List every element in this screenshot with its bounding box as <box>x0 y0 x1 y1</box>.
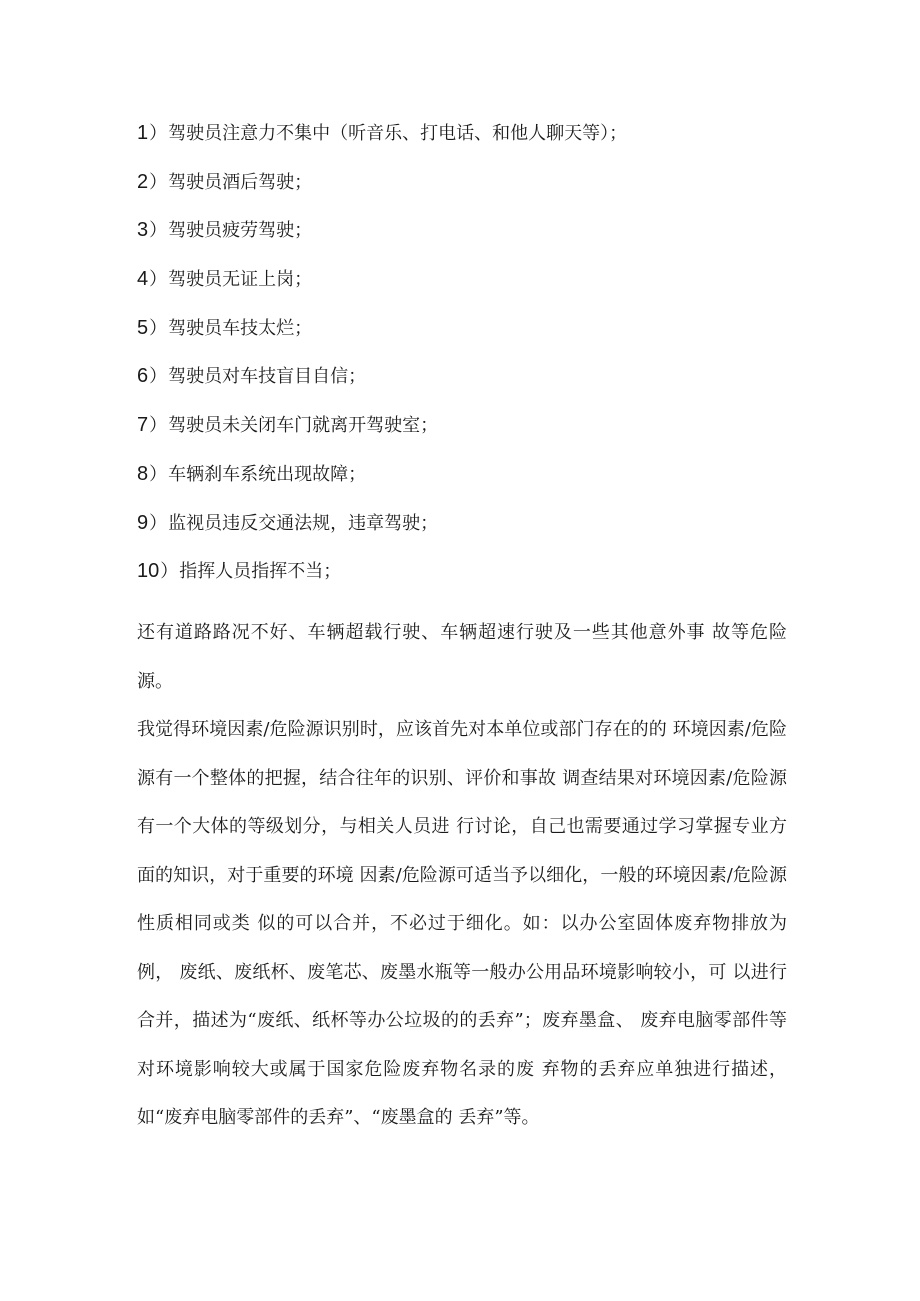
list-item <box>137 360 817 409</box>
list-text: 驾驶员对车技盲目自信； <box>168 366 367 388</box>
list-text: 监视员违反交通法规，违章驾驶； <box>168 512 439 534</box>
list-item <box>137 263 817 312</box>
list-number: 5 <box>137 316 149 339</box>
list-paren: ） <box>149 220 168 242</box>
list-paren: ） <box>149 463 168 485</box>
list-text: 驾驶员未关闭车门就离开驾驶室； <box>168 415 439 437</box>
list-item <box>137 555 817 604</box>
list-text: 驾驶员车技太烂； <box>168 317 313 339</box>
list-number: 6 <box>137 365 149 388</box>
list-paren: ） <box>149 123 168 144</box>
list-text: 车辆刹车系统出现故障； <box>168 463 367 485</box>
list-paren: ） <box>149 415 168 437</box>
list-item <box>137 214 817 263</box>
list-number: 9 <box>137 511 149 534</box>
list-paren: ） <box>149 171 168 193</box>
list-paren: ） <box>160 561 179 583</box>
list-number: 8 <box>137 462 149 485</box>
list-text: 驾驶员无证上岗； <box>168 269 313 291</box>
list-paren: ） <box>149 269 168 291</box>
list-text: 驾驶员疲劳驾驶； <box>168 220 313 242</box>
list-paren: ） <box>149 366 168 388</box>
list-number: 3 <box>137 219 149 242</box>
list-item <box>137 409 817 458</box>
list-paren: ） <box>149 512 168 534</box>
list-number: 10 <box>137 560 160 583</box>
list-item <box>137 117 817 166</box>
paragraph-identification-approach: 我觉得环境因素/危险源识别时，应该首先对本单位或部门存在的的 环境因素/危险源有一个整体的把握，结合往年的识别、评价和事故 调查结果对环境因素/危险源有一个大体的等级划分，与相关人员进 行讨论，自己也需要通过学习掌握专业方面的知识，对于重要的环境 因素/危险源可适当予以细化，一般的环境因素/危险源性质相同或类 似的可以合并，不必过于细化。如：以办公室固体废弃物排放为例， 废纸、废纸杯、废笔芯、废墨水瓶等一般办公用品环境影响较小，可 以进行合并，描述为“废纸、纸杯等办公垃圾的的丢弃”；废弃墨盒、 废弃电脑零部件等对环境影响较大或属于国家危险废弃物名录的废 弃物的丢弃应单独进行描述，如“废弃电脑零部件的丢弃”、“废墨盒的 丢弃”等。 <box>137 719 787 1128</box>
list-text: 驾驶员注意力不集中（听音乐、打电话、和他人聊天等）； <box>168 123 628 144</box>
list-number: 1 <box>137 122 149 144</box>
list-item <box>137 166 817 215</box>
list-number: 2 <box>137 170 149 193</box>
list-number: 7 <box>137 414 149 437</box>
list-number: 4 <box>137 268 149 291</box>
paragraph-other-hazards: 还有道路路况不好、车辆超载行驶、车辆超速行驶及一些其他意外事 故等危险源。 <box>137 622 787 692</box>
list-paren: ） <box>149 317 168 339</box>
list-item <box>137 458 817 507</box>
list-text: 指挥人员指挥不当； <box>179 561 342 583</box>
list-item <box>137 312 817 361</box>
list-text: 驾驶员酒后驾驶； <box>168 171 313 193</box>
hazard-list <box>137 117 817 604</box>
list-item <box>137 507 817 556</box>
